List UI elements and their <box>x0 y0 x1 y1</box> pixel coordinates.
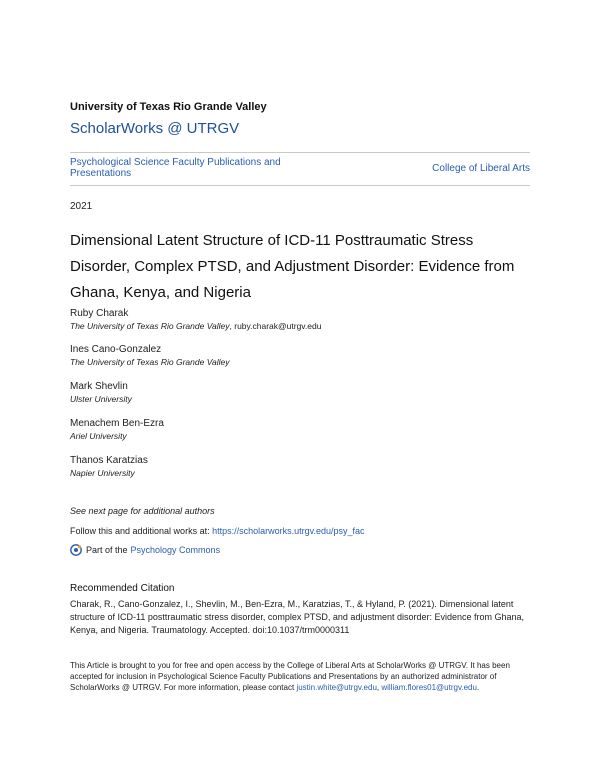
author-name: Menachem Ben-Ezra <box>70 418 164 429</box>
psychology-commons-link[interactable]: Psychology Commons <box>130 545 221 555</box>
author-block <box>70 418 164 441</box>
follow-line <box>70 526 364 536</box>
additional-authors-note: See next page for additional authors <box>70 506 215 516</box>
part-of-prefix: Part of the <box>86 545 128 555</box>
publication-year: 2021 <box>70 201 93 212</box>
scholarworks-link[interactable]: ScholarWorks @ UTRGV <box>70 120 240 137</box>
author-affiliation: The University of Texas Rio Grande Valley, ruby.charak@utrgv.edu <box>70 321 322 331</box>
author-email: , ruby.charak@utrgv.edu <box>229 321 322 331</box>
access-note <box>70 660 530 693</box>
follow-url-link[interactable]: https://scholarworks.utrgv.edu/psy_fac <box>212 526 365 536</box>
access-note-text: This Article is brought to you for free and open access by the College of Liberal Arts at ScholarWorks @ UTRGV. It has been accepted for inclusion in Psychological Science Faculty Publications and Presentations by an authorized administrator of ScholarWorks @ UTRGV. For more information, please contact <box>70 661 510 692</box>
author-block <box>70 344 230 367</box>
article-title: Dimensional Latent Structure of ICD-11 Posttraumatic Stress Disorder, Complex PTSD, and Adjustment Disorder: Evidence from Ghana, Kenya, and Nigeria <box>70 232 515 301</box>
author-name: Ines Cano-Gonzalez <box>70 344 162 355</box>
author-affiliation: Napier University <box>70 468 135 478</box>
citation-heading: Recommended Citation <box>70 583 175 594</box>
author-block <box>70 308 321 331</box>
collection-link-psych[interactable]: Psychological Science Faculty Publications and Presentations <box>70 157 281 179</box>
part-of-line <box>70 544 220 556</box>
author-name: Thanos Karatzias <box>70 455 148 466</box>
commons-network-icon <box>70 544 82 556</box>
divider-bottom <box>70 185 530 186</box>
author-name: Mark Shevlin <box>70 381 128 392</box>
author-affiliation: The University of Texas Rio Grande Valley <box>70 357 230 367</box>
contact-email-2[interactable]: william.flores01@utrgv.edu <box>381 683 477 692</box>
email-separator: , <box>376 683 382 692</box>
divider-top <box>70 152 530 153</box>
note-end: . <box>476 683 480 692</box>
author-name: Ruby Charak <box>70 308 129 319</box>
contact-email-1[interactable]: justin.white@utrgv.edu <box>296 683 377 692</box>
collection-link-liberal-arts[interactable]: College of Liberal Arts <box>432 163 530 174</box>
author-block <box>70 455 148 478</box>
author-affiliation: Ulster University <box>70 394 132 404</box>
university-name: University of Texas Rio Grande Valley <box>70 101 267 113</box>
author-block <box>70 381 132 404</box>
citation-text: Charak, R., Cano-Gonzalez, I., Shevlin, M., Ben-Ezra, M., Karatzias, T., & Hyland, P. (2021). Dimensional latent structure of ICD-11 posttraumatic stress disorder, complex PTSD, and adjustment disorder: Evidence from Ghana, Kenya, and Nigeria. Traumatology. Accepted. doi:10.1037/trm0000311 <box>70 599 525 635</box>
follow-prefix: Follow this and additional works at: <box>70 526 213 536</box>
author-affiliation: Ariel University <box>70 431 127 441</box>
